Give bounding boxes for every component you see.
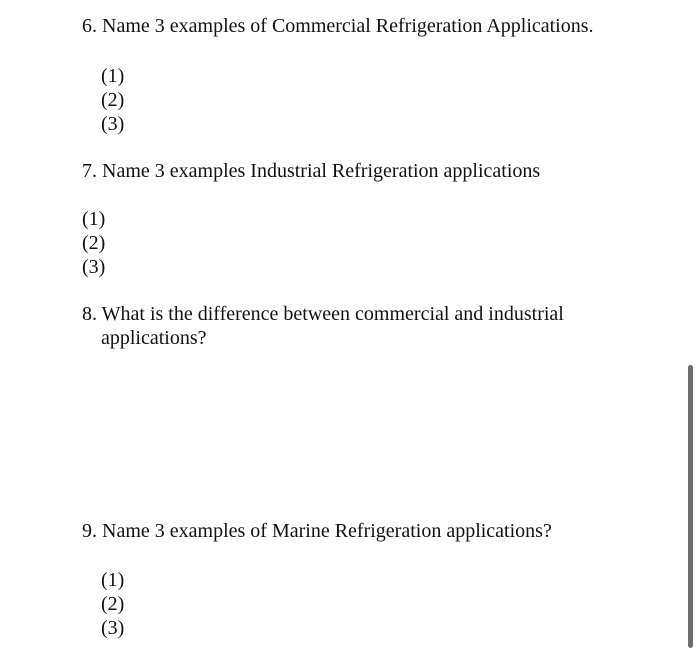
question-6-item-1: (1) <box>101 65 125 87</box>
question-7-item-1: (1) <box>82 208 106 230</box>
question-6: 6. Name 3 examples of Commercial Refrigeration Applications. <box>82 15 594 37</box>
question-9-item-3: (3) <box>101 617 125 639</box>
question-9: 9. Name 3 examples of Marine Refrigeration applications? <box>82 520 552 542</box>
question-8-line-1: 8. What is the difference between commercial and industrial <box>82 303 564 325</box>
question-8-line-2: applications? <box>101 327 207 349</box>
question-9-item-2: (2) <box>101 593 125 615</box>
question-7-item-2: (2) <box>82 232 106 254</box>
question-7-item-3: (3) <box>82 256 106 278</box>
vertical-scrollbar[interactable] <box>688 365 693 648</box>
question-6-item-2: (2) <box>101 89 125 111</box>
question-6-item-3: (3) <box>101 113 125 135</box>
question-7: 7. Name 3 examples Industrial Refrigeration applications <box>82 160 541 182</box>
question-9-item-1: (1) <box>101 569 125 591</box>
